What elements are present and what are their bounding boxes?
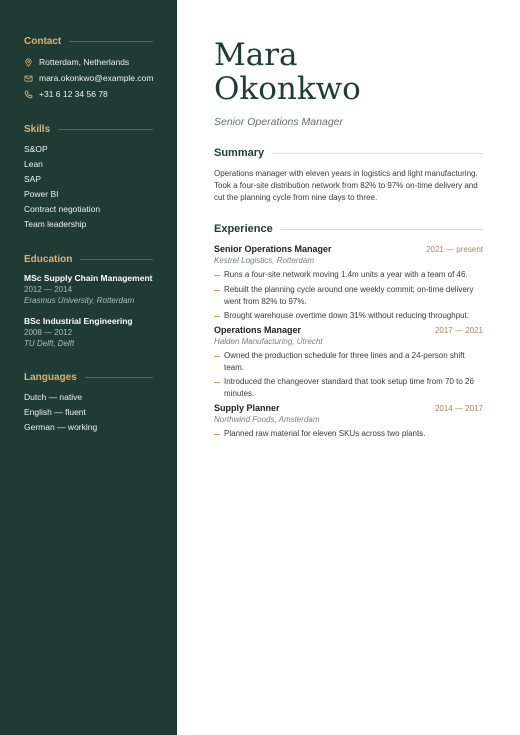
skill-item: Team leadership <box>24 219 87 229</box>
job-company: Kestrel Logistics, Rotterdam <box>214 256 315 265</box>
main-content <box>177 0 520 735</box>
summary-heading <box>214 147 483 159</box>
contact-location <box>24 54 153 70</box>
skill-item: Contract negotiation <box>24 204 101 214</box>
job-dates: 2021 — present <box>426 245 483 254</box>
map-pin-icon <box>24 58 33 67</box>
bullet-dash <box>214 382 220 383</box>
heading-rule <box>85 377 153 378</box>
languages-heading <box>24 372 153 383</box>
heading-rule <box>58 129 153 130</box>
contact-section <box>24 36 153 102</box>
job-header <box>214 403 483 413</box>
education-section <box>24 254 153 350</box>
job-bullet-text: Runs a four-site network moving 1.4m units a year with a team of 46. <box>224 270 468 279</box>
job-role: Operations Manager <box>214 324 302 335</box>
job-company: Northwind Foods, Amsterdam <box>214 414 320 424</box>
person-name <box>214 38 483 106</box>
phone-icon <box>24 90 33 99</box>
education-heading-label: Education <box>24 254 73 265</box>
bullet-dash <box>214 434 220 435</box>
contact-email-text[interactable]: mara.okonkwo@example.com <box>39 73 154 83</box>
contact-email[interactable] <box>24 70 153 86</box>
job-role: Supply Planner <box>214 402 280 413</box>
heading-rule <box>80 259 153 260</box>
language-item: German — working <box>24 422 98 432</box>
education-entry <box>24 272 153 307</box>
job-entry <box>214 325 483 401</box>
job-header <box>214 325 483 335</box>
skill-item: SAP <box>24 174 42 184</box>
person-name-last: Okonkwo <box>214 71 361 107</box>
bullet-dash <box>214 275 220 276</box>
job-bullet <box>214 284 483 308</box>
language-item: English — fluent <box>24 407 86 417</box>
job-bullet-text: Owned the production schedule for three lines and a 24-person shift team. <box>224 350 465 372</box>
skill-item: Lean <box>24 159 43 169</box>
heading-rule <box>69 41 153 42</box>
education-years: 2012 — 2014 <box>24 285 73 294</box>
job-dates: 2017 — 2021 <box>434 325 483 335</box>
job-bullet <box>214 269 483 281</box>
language-item: Dutch — native <box>24 392 83 402</box>
heading-rule <box>281 229 483 230</box>
education-degree: BSc Industrial Engineering <box>24 316 133 326</box>
contact-heading-label: Contact <box>24 36 62 47</box>
education-institution: Erasmus University, Rotterdam <box>24 296 135 305</box>
job-bullet <box>214 350 483 374</box>
job-bullet-text: Introduced the changeover standard that took setup time from 70 to 26 minutes. <box>224 377 474 398</box>
education-years: 2008 — 2012 <box>24 328 73 337</box>
job-bullet <box>214 428 483 440</box>
languages-heading-label: Languages <box>24 372 77 383</box>
education-heading <box>24 254 153 265</box>
heading-rule <box>272 153 483 154</box>
job-bullet-text: Brought warehouse overtime down 31% without reducing throughput. <box>224 311 470 320</box>
job-bullet-text: Rebuilt the planning cycle around one weekly commit; on-time delivery went from 82% to 97%. <box>224 284 474 306</box>
job-bullet <box>214 310 483 322</box>
languages-section <box>24 372 153 435</box>
summary-text: Operations manager with eleven years in logistics and light manufacturing. Took a four-site distribution network from 82% to 97% on-time delivery and cut the planning cycle from nine days to three. <box>214 169 478 202</box>
sidebar <box>0 0 177 735</box>
experience-heading <box>214 223 483 235</box>
education-institution: TU Delft, Delft <box>24 339 75 348</box>
education-entry <box>24 315 153 350</box>
bullet-dash <box>214 290 220 291</box>
job-role: Senior Operations Manager <box>214 244 332 254</box>
job-bullet-text: Planned raw material for eleven SKUs across two plants. <box>224 428 426 438</box>
job-entry <box>214 244 483 322</box>
bullet-dash <box>214 356 220 357</box>
skill-item: S&OP <box>24 144 48 154</box>
skills-heading <box>24 124 153 135</box>
contact-location-text: Rotterdam, Netherlands <box>39 57 130 67</box>
bullet-dash <box>214 316 220 317</box>
job-bullet <box>214 376 483 400</box>
education-degree: MSc Supply Chain Management <box>24 273 153 283</box>
contact-phone-text[interactable]: +31 6 12 34 56 78 <box>39 89 108 99</box>
job-dates: 2014 — 2017 <box>434 403 483 413</box>
job-entry <box>214 403 483 440</box>
contact-heading <box>24 36 153 47</box>
skills-section <box>24 124 153 232</box>
summary-heading-label: Summary <box>214 147 265 159</box>
experience-heading-label: Experience <box>214 223 273 235</box>
skills-heading-label: Skills <box>24 124 51 135</box>
job-title: Senior Operations Manager <box>214 116 343 128</box>
contact-phone[interactable] <box>24 86 153 102</box>
person-name-first: Mara <box>214 37 298 73</box>
job-company: Halden Manufacturing, Utrecht <box>214 336 323 346</box>
mail-icon <box>24 74 33 83</box>
job-header <box>214 244 483 254</box>
skill-item: Power BI <box>24 189 59 199</box>
